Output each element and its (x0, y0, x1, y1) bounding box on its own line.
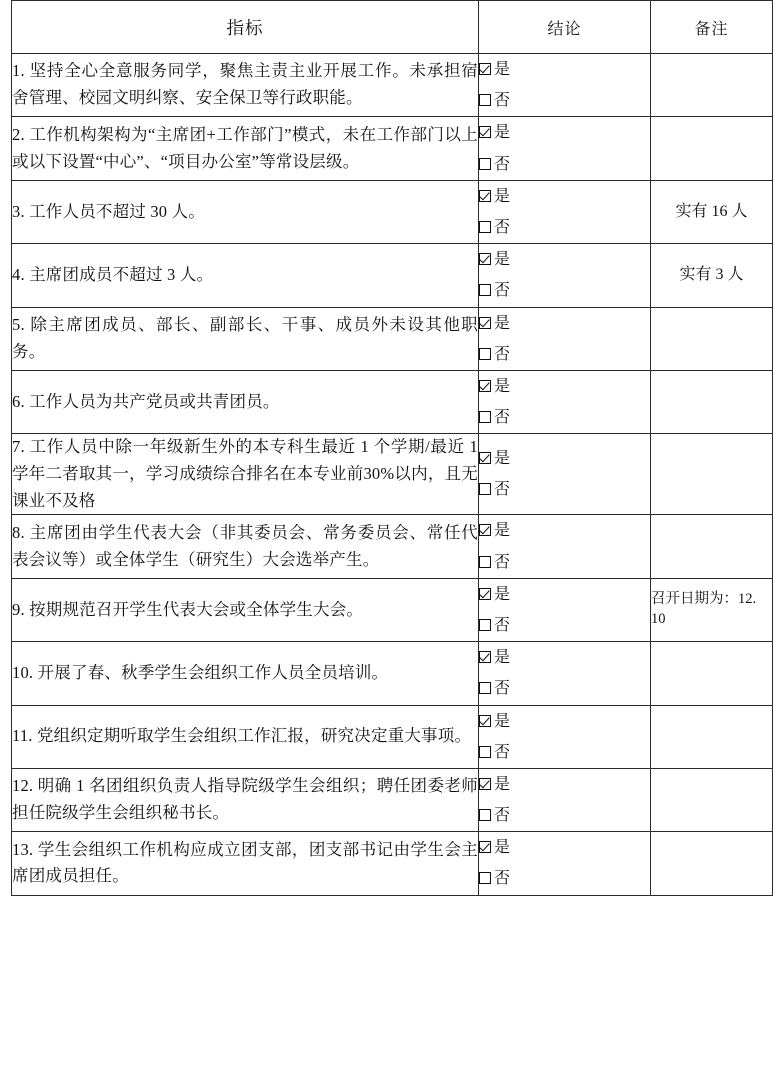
remark-cell (651, 705, 773, 768)
table-row (12, 832, 773, 895)
remark-cell (651, 832, 773, 895)
option-label: 否 (494, 345, 511, 363)
option-yes[interactable] (479, 515, 650, 546)
option-label: 是 (494, 522, 511, 540)
option-yes[interactable] (479, 181, 650, 212)
unchecked-checkbox-icon[interactable] (479, 809, 491, 821)
table-body (12, 54, 773, 896)
option-no[interactable] (479, 800, 650, 831)
conclusion-cell (479, 642, 651, 705)
column-header-indicator: 指标 (12, 1, 479, 54)
table-row (12, 180, 773, 243)
table-row (12, 578, 773, 641)
option-yes[interactable] (479, 769, 650, 800)
table-row (12, 642, 773, 705)
remark-cell (651, 768, 773, 831)
table-row (12, 434, 773, 515)
option-label: 否 (494, 680, 511, 698)
checked-checkbox-icon[interactable] (479, 452, 491, 464)
unchecked-checkbox-icon[interactable] (479, 221, 491, 233)
option-label: 是 (494, 450, 511, 468)
indicator-cell: 8. 主席团由学生代表大会（非其委员会、常务委员会、常任代表会议等）或全体学生（研究生）大会选举产生。 (12, 515, 479, 578)
option-label: 否 (494, 481, 511, 499)
checked-checkbox-icon[interactable] (479, 841, 491, 853)
indicator-cell: 10. 开展了春、秋季学生会组织工作人员全员培训。 (12, 642, 479, 705)
table-row (12, 370, 773, 433)
option-label: 是 (494, 124, 511, 142)
unchecked-checkbox-icon[interactable] (479, 348, 491, 360)
indicator-cell: 2. 工作机构架构为“主席团+工作部门”模式，未在工作部门以上或以下设置“中心”、“项目办公室”等常设层级。 (12, 117, 479, 180)
option-label: 是 (494, 251, 511, 269)
option-no[interactable] (479, 85, 650, 116)
option-no[interactable] (479, 547, 650, 578)
table-row (12, 768, 773, 831)
option-label: 是 (494, 649, 511, 667)
checked-checkbox-icon[interactable] (479, 190, 491, 202)
option-no[interactable] (479, 737, 650, 768)
option-label: 是 (494, 314, 511, 332)
option-yes[interactable] (479, 308, 650, 339)
indicator-cell: 9. 按期规范召开学生代表大会或全体学生大会。 (12, 578, 479, 641)
option-yes[interactable] (479, 642, 650, 673)
option-label: 否 (494, 553, 511, 571)
checked-checkbox-icon[interactable] (479, 715, 491, 727)
conclusion-cell (479, 434, 651, 515)
unchecked-checkbox-icon[interactable] (479, 746, 491, 758)
conclusion-cell (479, 578, 651, 641)
option-no[interactable] (479, 673, 650, 704)
option-label: 是 (494, 839, 511, 857)
option-yes[interactable] (479, 54, 650, 85)
remark-cell (651, 642, 773, 705)
conclusion-cell (479, 705, 651, 768)
checked-checkbox-icon[interactable] (479, 253, 491, 265)
indicator-cell: 12. 明确 1 名团组织负责人指导院级学生会组织；聘任团委老师担任院级学生会组织秘书长。 (12, 768, 479, 831)
unchecked-checkbox-icon[interactable] (479, 158, 491, 170)
indicator-cell: 4. 主席团成员不超过 3 人。 (12, 244, 479, 307)
checked-checkbox-icon[interactable] (479, 380, 491, 392)
checked-checkbox-icon[interactable] (479, 524, 491, 536)
conclusion-cell (479, 307, 651, 370)
indicator-cell: 3. 工作人员不超过 30 人。 (12, 180, 479, 243)
checklist-table (11, 0, 773, 896)
option-label: 是 (494, 187, 511, 205)
option-label: 是 (494, 775, 511, 793)
option-no[interactable] (479, 339, 650, 370)
option-label: 否 (494, 870, 511, 888)
option-label: 否 (494, 218, 511, 236)
indicator-cell: 5. 除主席团成员、部长、副部长、干事、成员外未设其他职务。 (12, 307, 479, 370)
option-label: 否 (494, 409, 511, 427)
option-no[interactable] (479, 402, 650, 433)
checked-checkbox-icon[interactable] (479, 588, 491, 600)
indicator-cell: 7. 工作人员中除一年级新生外的本专科生最近 1 个学期/最近 1 学年二者取其一，学习成绩综合排名在本专业前30%以内，且无课业不及格 (12, 434, 479, 515)
indicator-cell: 6. 工作人员为共产党员或共青团员。 (12, 370, 479, 433)
conclusion-cell (479, 768, 651, 831)
conclusion-cell (479, 832, 651, 895)
remark-cell: 召开日期为：12. 10 (651, 578, 773, 641)
table-row (12, 244, 773, 307)
indicator-cell: 13. 学生会组织工作机构应成立团支部，团支部书记由学生会主席团成员担任。 (12, 832, 479, 895)
option-label: 否 (494, 616, 511, 634)
column-header-conclusion: 结论 (479, 1, 651, 54)
column-header-remark: 备注 (651, 1, 773, 54)
conclusion-cell (479, 244, 651, 307)
remark-cell (651, 370, 773, 433)
conclusion-cell (479, 515, 651, 578)
option-yes[interactable] (479, 706, 650, 737)
option-label: 是 (494, 61, 511, 78)
option-yes[interactable] (479, 443, 650, 474)
unchecked-checkbox-icon[interactable] (479, 411, 491, 423)
remark-cell: 实有 3 人 (651, 244, 773, 307)
conclusion-cell (479, 180, 651, 243)
option-no[interactable] (479, 610, 650, 641)
option-yes[interactable] (479, 244, 650, 275)
checked-checkbox-icon[interactable] (479, 778, 491, 790)
option-yes[interactable] (479, 579, 650, 610)
option-label: 是 (494, 585, 511, 603)
option-no[interactable] (479, 474, 650, 505)
option-label: 是 (494, 377, 511, 395)
option-label: 否 (494, 282, 511, 300)
unchecked-checkbox-icon[interactable] (479, 94, 491, 106)
table-row (12, 307, 773, 370)
conclusion-cell (479, 117, 651, 180)
option-no[interactable] (479, 212, 650, 243)
remark-cell (651, 434, 773, 515)
table-header (12, 1, 773, 54)
remark-cell (651, 117, 773, 180)
option-label: 否 (494, 155, 511, 173)
unchecked-checkbox-icon[interactable] (479, 872, 491, 884)
option-no[interactable] (479, 275, 650, 306)
unchecked-checkbox-icon[interactable] (479, 556, 491, 568)
conclusion-cell (479, 370, 651, 433)
remark-cell (651, 54, 773, 117)
option-label: 是 (494, 712, 511, 730)
table-row (12, 705, 773, 768)
option-no[interactable] (479, 149, 650, 180)
remark-cell (651, 515, 773, 578)
option-label: 否 (494, 807, 511, 825)
unchecked-checkbox-icon[interactable] (479, 284, 491, 296)
indicator-cell: 1. 坚持全心全意服务同学，聚焦主责主业开展工作。未承担宿舍管理、校园文明纠察、安全保卫等行政职能。 (12, 54, 479, 117)
remark-cell (651, 307, 773, 370)
table-row (12, 515, 773, 578)
conclusion-cell (479, 54, 651, 117)
option-yes[interactable] (479, 371, 650, 402)
option-label: 否 (494, 92, 511, 110)
table-row (12, 54, 773, 117)
option-label: 否 (494, 743, 511, 761)
unchecked-checkbox-icon[interactable] (479, 619, 491, 631)
indicator-cell: 11. 党组织定期听取学生会组织工作汇报，研究决定重大事项。 (12, 705, 479, 768)
table-row (12, 117, 773, 180)
checked-checkbox-icon[interactable] (479, 126, 491, 138)
table-header-row (12, 1, 773, 54)
unchecked-checkbox-icon[interactable] (479, 682, 491, 694)
option-yes[interactable] (479, 832, 650, 863)
option-no[interactable] (479, 863, 650, 894)
checked-checkbox-icon[interactable] (479, 317, 491, 329)
checked-checkbox-icon[interactable] (479, 651, 491, 663)
option-yes[interactable] (479, 117, 650, 148)
unchecked-checkbox-icon[interactable] (479, 483, 491, 495)
remark-cell: 实有 16 人 (651, 180, 773, 243)
checked-checkbox-icon[interactable] (479, 63, 491, 75)
